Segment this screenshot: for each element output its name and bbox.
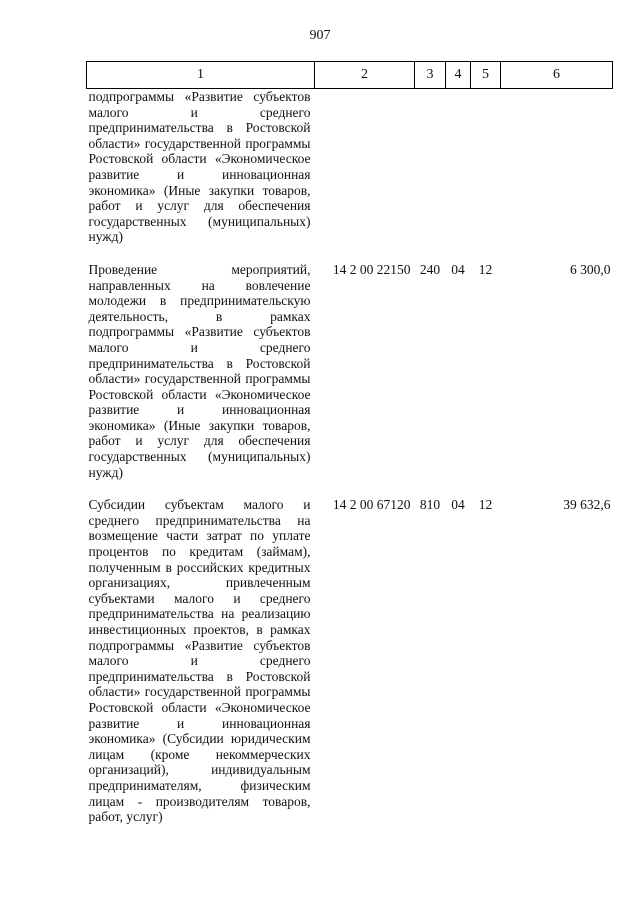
row-amount [501,89,613,245]
row-subsection [471,89,501,245]
table-row [87,89,613,245]
header-col-6: 6 [501,62,613,89]
table-header-row [87,62,613,89]
header-col-5: 5 [471,62,501,89]
row-description: подпрограммы «Развитие субъектов малого и среднего предпринимательства в Ростовской области» государственной программы Ростовской области «Экономическое развитие и инновационная экономика» (Иные закупки товаров, работ и услуг для обеспечения государственных (муниципальных) нужд) [88,89,311,245]
row-target-code: 14 2 00 67120 [332,497,411,513]
table-row [87,497,613,824]
row-section: 04 [451,261,465,277]
row-description: Проведение мероприятий, направленных на вовлечение молодежи в предпринимательскую деятельность, в рамках подпрограммы «Развитие субъектов малого и среднего предпринимательства в Ростовской области» государственной программы Ростовской области «Экономическое развитие и инновационная экономика» (Иные закупки товаров, работ и услуг для обеспечения государственных (муниципальных) нужд) [88,261,311,480]
row-target-code: 14 2 00 22150 [332,261,411,277]
page-number: 907 [309,28,331,43]
row-subsection: 12 [478,497,493,513]
budget-table [86,61,613,825]
row-expense-type: 810 [419,497,441,513]
header-col-4: 4 [446,62,471,89]
row-subsection: 12 [478,261,493,277]
row-section: 04 [451,497,465,513]
header-col-1: 1 [87,62,315,89]
row-spacer [87,480,613,497]
row-expense-type [415,89,446,245]
row-expense-type: 240 [419,261,441,277]
header-col-2: 2 [315,62,415,89]
row-description: Субсидии субъектам малого и среднего предпринимательства на возмещение части затрат по уплате процентов по кредитам (займам), полученным в российских кредитных организациях, привлеченным субъектами малого и среднего предпринимательства на реализацию инвестиционных проектов, в рамках подпрограммы «Развитие субъектов малого и среднего предпринимательства в Ростовской области» государственной программы Ростовской области «Экономическое развитие и инновационная экономика» (Субсидии юридическим лицам (кроме некоммерческих организаций), индивидуальным предпринимателям, физическим лицам - производителям товаров, работ, услуг) [88,497,311,825]
header-col-3: 3 [415,62,446,89]
row-section [446,89,471,245]
table-row [87,262,613,480]
row-spacer [87,245,613,262]
row-target-code [315,89,415,245]
row-amount: 39 632,6 [563,497,611,513]
row-amount: 6 300,0 [570,261,611,277]
